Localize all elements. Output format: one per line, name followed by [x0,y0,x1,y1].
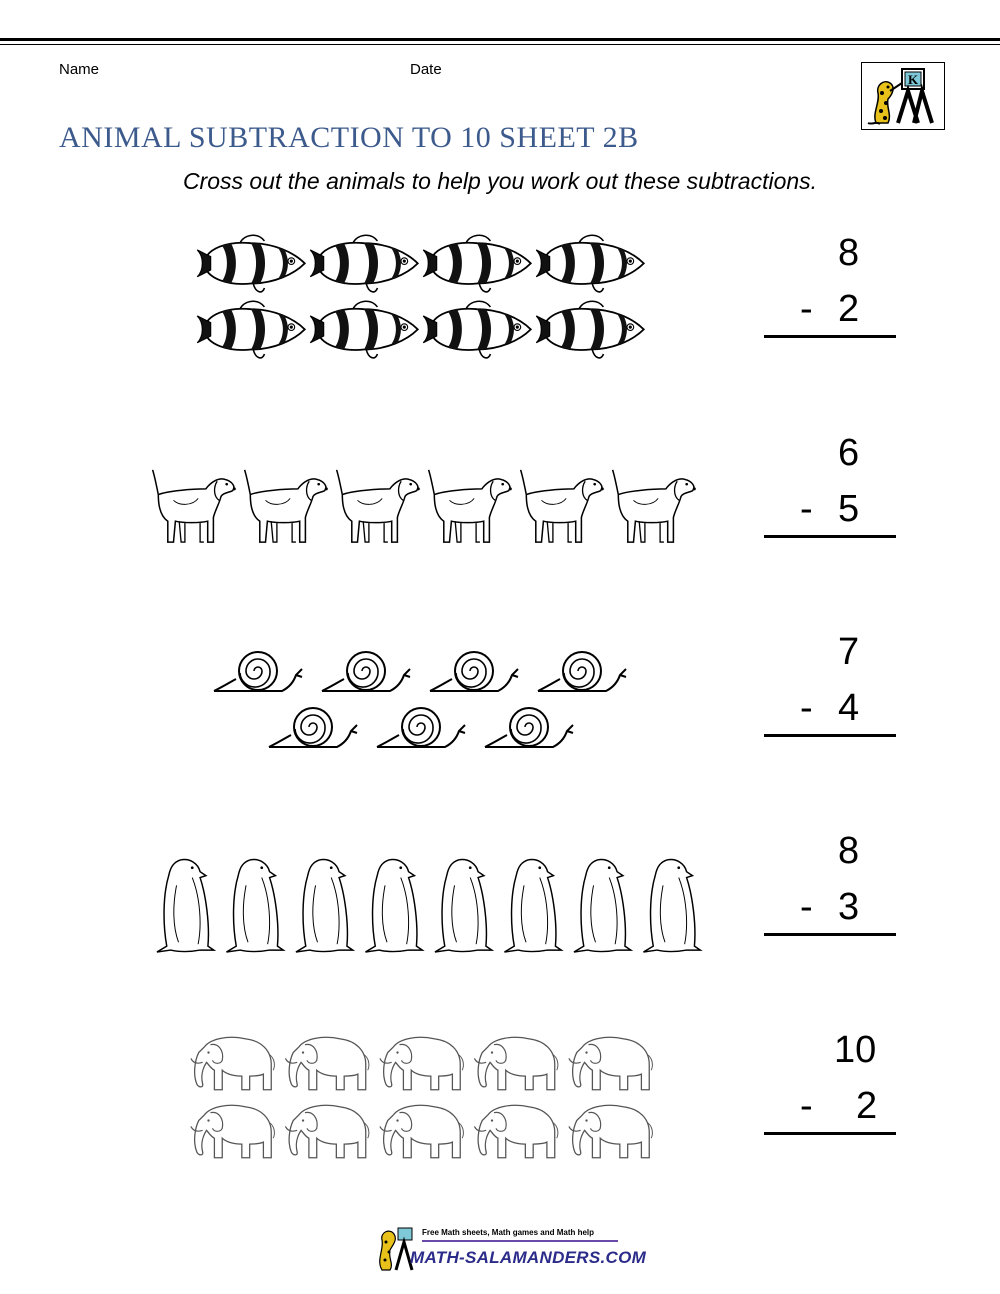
salamander-easel-k-logo-icon [861,62,945,130]
date-label: Date [410,61,442,78]
clownfish-icon [536,301,644,358]
svg-text:K: K [907,72,919,87]
elephant-icon [569,1105,652,1157]
top-rule [0,38,1000,41]
penguin-icon [574,860,631,952]
answer-line [764,535,896,538]
elephant-icon [285,1037,368,1089]
problem-1 [0,228,1000,428]
clownfish-icon [310,301,418,358]
footer-site-name: MATH-SALAMANDERS.COM [410,1248,647,1267]
minuend: 10 [834,1029,877,1071]
clownfish-icon [310,235,418,292]
beagle-dog-icon [429,470,512,542]
penguin-icon [365,860,422,952]
penguin-icon [157,860,214,952]
elephant-icon [474,1037,557,1089]
name-label: Name [59,61,100,78]
subtrahend: 4 [838,687,860,729]
elephant-icon [285,1105,368,1157]
snail-group [130,627,730,807]
footer-tagline-underline [422,1240,618,1242]
penguin-icon [504,860,561,952]
minuend: 7 [838,631,860,673]
answer-line [764,335,896,338]
penguin-icon [226,860,283,952]
beagle-dog-icon [337,470,420,542]
clownfish-icon [423,235,531,292]
page-title: ANIMAL SUBTRACTION TO 10 SHEET 2B [59,121,639,154]
snail-icon [377,708,465,747]
beagle-dog-icon [521,470,604,542]
problem-4 [0,826,1000,1026]
elephant-icon [380,1105,463,1157]
penguin-icon [643,860,700,952]
snail-icon [430,652,518,691]
minus-sign: - [800,488,813,530]
subtrahend: 2 [838,288,860,330]
answer-line [764,933,896,936]
elephant-group [130,1025,730,1205]
beagle-dog-icon [245,470,328,542]
beagle-dog-icon [613,470,696,542]
clownfish-icon [536,235,644,292]
penguin-icon [296,860,353,952]
elephant-icon [380,1037,463,1089]
elephant-icon [191,1105,274,1157]
clownfish-icon [197,235,305,292]
elephant-icon [474,1105,557,1157]
subtrahend: 5 [838,488,860,530]
footer-tagline: Free Math sheets, Math games and Math help [422,1228,595,1237]
dog-group [130,428,730,608]
problem-5 [0,1025,1000,1225]
subtrahend: 3 [838,886,860,928]
elephant-icon [569,1037,652,1089]
answer-line [764,734,896,737]
penguin-group [130,826,730,1006]
instruction-text: Cross out the animals to help you work out these subtractions. [182,168,818,194]
problem-3 [0,627,1000,827]
minus-sign: - [800,886,813,928]
clownfish-icon [423,301,531,358]
problem-2 [0,428,1000,628]
beagle-dog-icon [153,470,236,542]
top-rule-thin [0,44,1000,45]
minus-sign: - [800,288,813,330]
penguin-icon [435,860,492,952]
footer-logo [370,1226,647,1274]
minuend: 8 [838,232,860,274]
snail-icon [269,708,357,747]
snail-icon [538,652,626,691]
clownfish-icon [197,301,305,358]
minuend: 8 [838,830,860,872]
subtrahend: 2 [856,1085,878,1127]
minus-sign: - [800,687,813,729]
snail-icon [214,652,302,691]
snail-icon [485,708,573,747]
minuend: 6 [838,432,860,474]
snail-icon [322,652,410,691]
minus-sign: - [800,1085,813,1127]
answer-line [764,1132,896,1135]
elephant-icon [191,1037,274,1089]
clownfish-group [130,228,730,408]
